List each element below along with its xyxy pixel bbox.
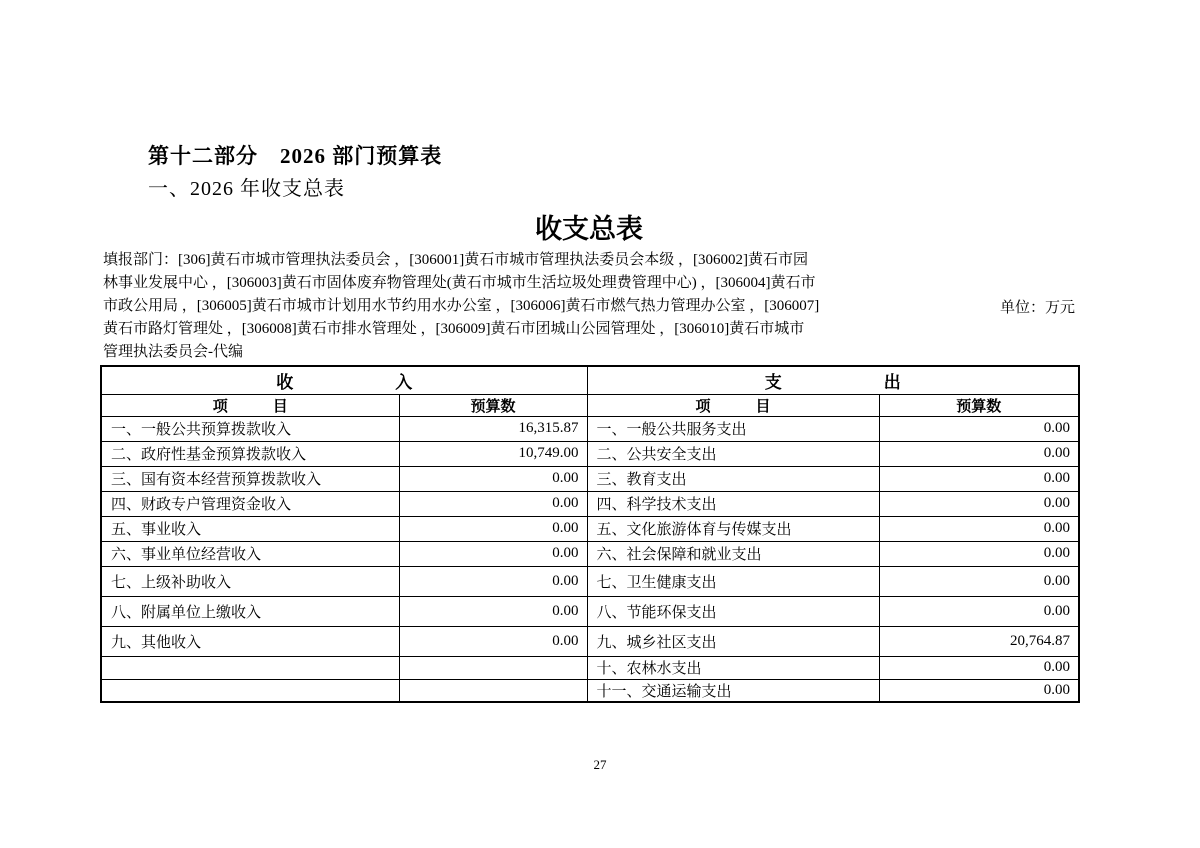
reporting-departments-line: 黄石市路灯管理处 ，[306008]黄石市排水管理处 ，[306009]黄石市团城山公园管理处 ，[306010]黄石市城市 (103, 321, 805, 337)
reporting-departments (103, 249, 881, 364)
expense-item-cell: 三、教育支出 (587, 466, 879, 491)
income-amount-cell (399, 679, 587, 702)
section-header-row (101, 366, 1079, 394)
income-amount-cell: 10,749.00 (399, 441, 587, 466)
page-number: 27 (593, 757, 607, 772)
expense-amount-cell: 0.00 (879, 541, 1079, 566)
expense-amount-cell: 0.00 (879, 416, 1079, 441)
expense-item-cell: 二、公共安全支出 (587, 441, 879, 466)
income-item-cell: 八、附属单位上缴收入 (101, 596, 399, 626)
income-section-header: 收 入 (101, 366, 587, 394)
subsection-heading: 一、2026 年收支总表 (148, 178, 345, 200)
income-amount-cell: 0.00 (399, 466, 587, 491)
table-row (101, 679, 1079, 702)
reporting-departments-line: 市政公用局 ，[306005]黄石市城市计划用水节约用水办公室 ，[306006]黄石市燃气热力管理办公室 ，[306007] (103, 298, 820, 314)
expense-item-cell: 五、文化旅游体育与传媒支出 (587, 516, 879, 541)
expense-amount-cell: 0.00 (879, 566, 1079, 596)
income-amount-cell: 0.00 (399, 596, 587, 626)
income-item-cell: 二、政府性基金预算拨款收入 (101, 441, 399, 466)
reporting-departments-line: 林事业发展中心 ，[306003]黄石市固体废弃物管理处(黄石市城市生活垃圾处理费管理中心) ，[306004]黄石市 (103, 275, 816, 291)
expense-item-cell: 六、社会保障和就业支出 (587, 541, 879, 566)
expense-section-header: 支 出 (587, 366, 1079, 394)
unit-label: 单位：万元 (999, 300, 1075, 316)
income-item-header: 项 目 (101, 394, 399, 416)
income-item-cell (101, 656, 399, 679)
expense-amount-cell: 0.00 (879, 441, 1079, 466)
table-title: 收支总表 (535, 214, 643, 244)
income-amount-cell (399, 656, 587, 679)
income-item-cell (101, 679, 399, 702)
income-amount-cell: 0.00 (399, 541, 587, 566)
income-item-cell: 一、一般公共预算拨款收入 (101, 416, 399, 441)
expense-item-cell: 四、科学技术支出 (587, 491, 879, 516)
table-row (101, 516, 1079, 541)
income-item-cell: 四、财政专户管理资金收入 (101, 491, 399, 516)
income-item-cell: 三、国有资本经营预算拨款收入 (101, 466, 399, 491)
expense-item-cell: 十一、交通运输支出 (587, 679, 879, 702)
income-amount-cell: 0.00 (399, 491, 587, 516)
table-row (101, 466, 1079, 491)
expense-item-cell: 一、一般公共服务支出 (587, 416, 879, 441)
income-amount-cell: 0.00 (399, 626, 587, 656)
reporting-departments-line: 填报部门：[306]黄石市城市管理执法委员会 ，[306001]黄石市城市管理执法委员会本级 ，[306002]黄石市园 (103, 252, 808, 268)
expense-item-cell: 七、卫生健康支出 (587, 566, 879, 596)
income-item-cell: 七、上级补助收入 (101, 566, 399, 596)
expense-amount-cell: 0.00 (879, 516, 1079, 541)
expense-amount-cell: 0.00 (879, 596, 1079, 626)
table-row (101, 596, 1079, 626)
table-row (101, 626, 1079, 656)
income-amount-header: 预算数 (399, 394, 587, 416)
info-row (103, 249, 1078, 364)
table-row (101, 491, 1079, 516)
table-row (101, 656, 1079, 679)
expense-item-cell: 十、农林水支出 (587, 656, 879, 679)
expense-amount-cell: 0.00 (879, 656, 1079, 679)
expense-item-header: 项 目 (587, 394, 879, 416)
budget-summary-table (100, 365, 1080, 703)
expense-amount-cell: 0.00 (879, 679, 1079, 702)
expense-amount-cell: 0.00 (879, 466, 1079, 491)
table-row (101, 541, 1079, 566)
income-item-cell: 六、事业单位经营收入 (101, 541, 399, 566)
expense-amount-cell: 20,764.87 (879, 626, 1079, 656)
income-amount-cell: 0.00 (399, 566, 587, 596)
expense-item-cell: 八、节能环保支出 (587, 596, 879, 626)
table-row (101, 566, 1079, 596)
income-item-cell: 九、其他收入 (101, 626, 399, 656)
expense-amount-cell: 0.00 (879, 491, 1079, 516)
expense-amount-header: 预算数 (879, 394, 1079, 416)
reporting-departments-line: 管理执法委员会-代编 (103, 344, 243, 360)
income-amount-cell: 0.00 (399, 516, 587, 541)
table-row (101, 416, 1079, 441)
expense-item-cell: 九、城乡社区支出 (587, 626, 879, 656)
income-amount-cell: 16,315.87 (399, 416, 587, 441)
income-item-cell: 五、事业收入 (101, 516, 399, 541)
section-heading: 第十二部分 2026 部门预算表 (148, 144, 443, 168)
table-row (101, 441, 1079, 466)
column-header-row (101, 394, 1079, 416)
